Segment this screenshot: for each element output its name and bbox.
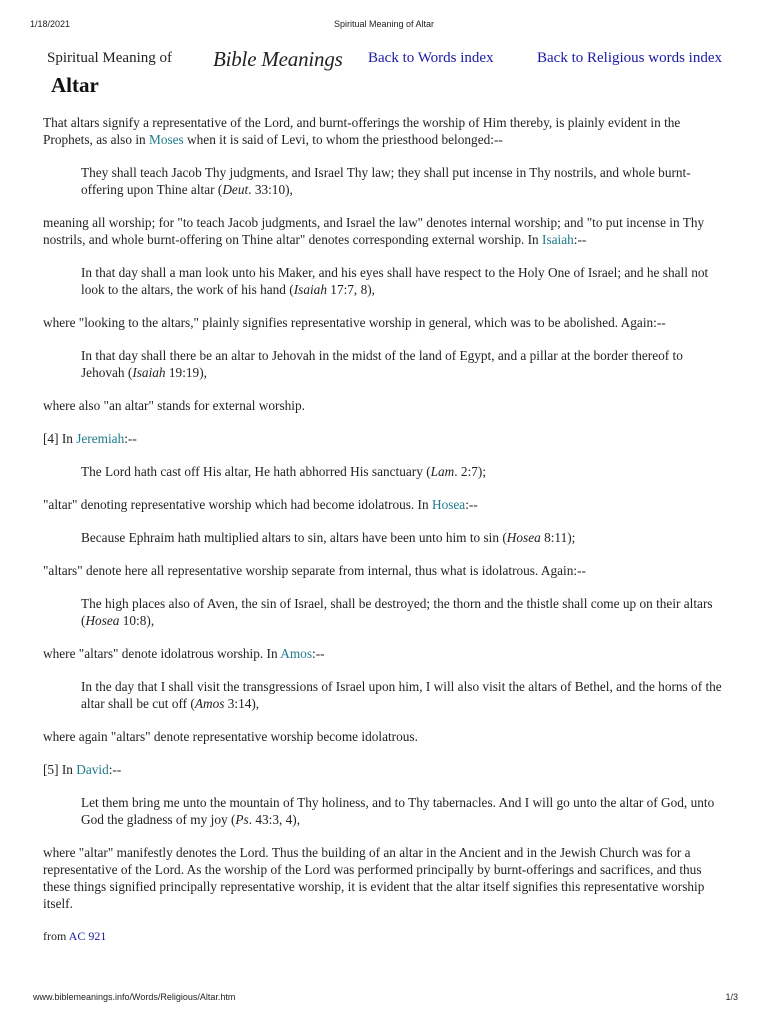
paragraph: "altar" denoting representative worship which had become idolatrous. In Hosea:-- <box>43 497 478 512</box>
site-header <box>47 47 738 77</box>
paragraph: where also "an altar" stands for external worship. <box>43 398 305 413</box>
scripture-reference: Isaiah <box>293 282 327 297</box>
scripture-quote: In the day that I shall visit the transgressions of Israel upon him, I will also visit the altars of Bethel, and the horns of the altar shall be cut off (Amos 3:14), <box>81 679 722 711</box>
scripture-quote: The high places also of Aven, the sin of Israel, shall be destroyed; the thorn and the thistle shall come up on their altars (Hosea 10:8), <box>81 596 713 628</box>
scripture-reference: Hosea <box>506 530 541 545</box>
source-line: from AC 921 <box>43 929 107 943</box>
back-to-religious-words-index-link[interactable]: Back to Religious words index <box>537 50 722 66</box>
paragraph: where "looking to the altars," plainly signifies representative worship in general, which was to be abolished. Again:-- <box>43 315 666 330</box>
paragraph: [4] In Jeremiah:-- <box>43 431 137 446</box>
isaiah-link[interactable]: Isaiah <box>542 232 574 247</box>
paragraph: [5] In David:-- <box>43 762 122 777</box>
hosea-link[interactable]: Hosea <box>431 497 466 512</box>
paragraph: meaning all worship; for "to teach Jacob judgments, and Israel the law" denotes internal worship; and "to put incense in Thy nostrils, and whole burnt-offering on Thine altar" denotes corresponding external worship. In Isaiah:-- <box>43 215 705 247</box>
paragraph: where "altar" manifestly denotes the Lord. Thus the building of an altar in the Ancient and in the Jewish Church was for a representative of the Lord. As the worship of the Lord was performed principally by burnt-offerings and sacrifices, and thus these things signified principally representative worship, it is evident that the altar itself signifies this representative worship itself. <box>43 845 705 911</box>
jeremiah-link[interactable]: Jeremiah <box>76 431 125 446</box>
page-url: www.biblemeanings.info/Words/Religious/Altar.htm <box>33 992 236 1002</box>
print-title: Spiritual Meaning of Altar <box>333 19 435 29</box>
article-body <box>43 114 725 961</box>
scripture-reference: Deut <box>222 182 249 197</box>
page-number: 1/3 <box>725 992 738 1002</box>
scripture-quote: The Lord hath cast off His altar, He hath abhorred His sanctuary (Lam. 2:7); <box>81 464 487 479</box>
paragraph: where again "altars" denote representative worship become idolatrous. <box>43 729 418 744</box>
source-reference-link[interactable]: AC 921 <box>68 929 107 943</box>
scripture-quote: They shall teach Jacob Thy judgments, and Israel Thy law; they shall put incense in Thy nostrils, and whole burnt-offering upon Thine altar (Deut. 33:10), <box>81 165 691 197</box>
scripture-reference: Hosea <box>85 613 120 628</box>
paragraph: where "altars" denote idolatrous worship. In Amos:-- <box>43 646 325 661</box>
print-header <box>30 19 738 33</box>
scripture-quote: Because Ephraim hath multiplied altars to sin, altars have been unto him to sin (Hosea 8:11); <box>81 530 576 545</box>
scripture-quote: In that day shall a man look unto his Maker, and his eyes shall have respect to the Holy One of Israel; and he shall not look to the altars, the work of his hand (Isaiah 17:7, 8), <box>81 265 709 297</box>
paragraph: That altars signify a representative of the Lord, and burnt-offerings the worship of Him thereby, is plainly evident in the Prophets, as also in Moses when it is said of Levi, to whom the priesthood belonged:-- <box>43 115 681 147</box>
david-link[interactable]: David <box>76 762 109 777</box>
scripture-reference: Ps <box>235 812 249 827</box>
scripture-quote: In that day shall there be an altar to Jehovah in the midst of the land of Egypt, and a pillar at the border thereof to Jehovah (Isaiah 19:19), <box>81 348 683 380</box>
amos-link[interactable]: Amos <box>280 646 312 661</box>
page-title: Altar <box>51 73 99 97</box>
site-brand-logo[interactable]: Bible Meanings <box>213 47 343 71</box>
print-footer <box>33 992 738 1006</box>
title-prefix: Spiritual Meaning of <box>47 50 172 66</box>
scripture-quote: Let them bring me unto the mountain of Thy holiness, and to Thy tabernacles. And I will go unto the altar of God, unto God the gladness of my joy (Ps. 43:3, 4), <box>81 795 715 827</box>
scripture-reference: Amos <box>194 696 225 711</box>
paragraph: "altars" denote here all representative worship separate from internal, thus what is idolatrous. Again:-- <box>43 563 586 578</box>
print-date: 1/18/2021 <box>30 19 71 29</box>
scripture-reference: Isaiah <box>132 365 166 380</box>
scripture-reference: Lam <box>430 464 455 479</box>
moses-link[interactable]: Moses <box>149 132 184 147</box>
back-to-words-index-link[interactable]: Back to Words index <box>368 50 494 66</box>
